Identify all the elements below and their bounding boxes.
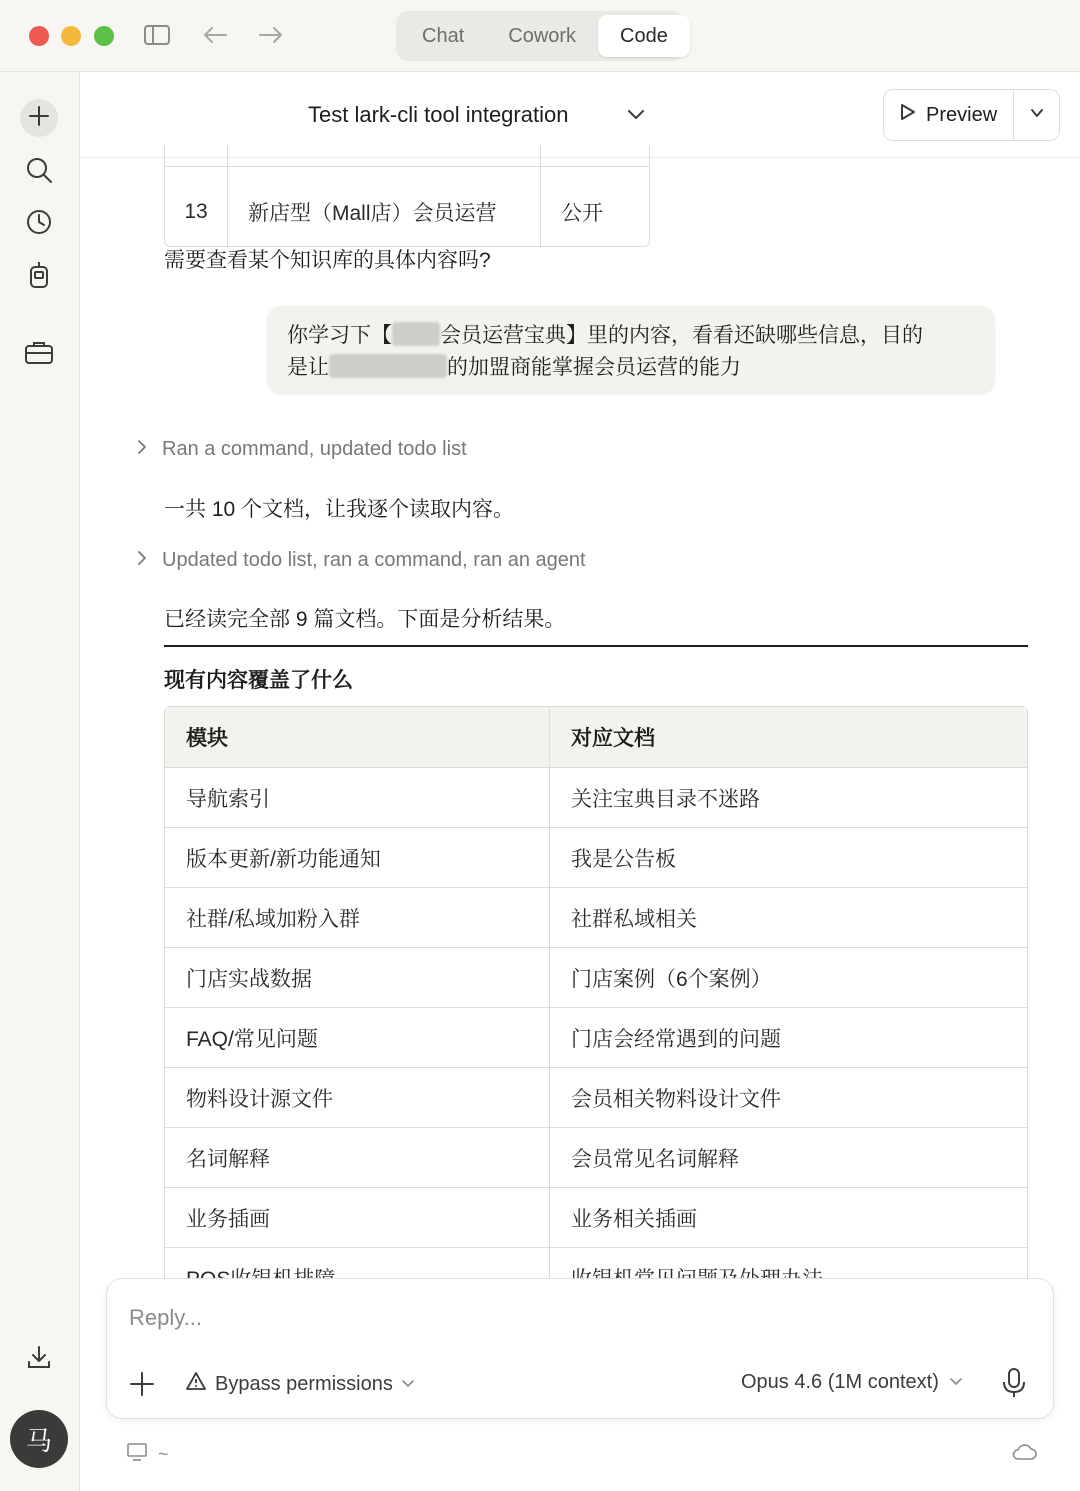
chevron-down-icon [949, 1371, 963, 1394]
table-row [165, 166, 649, 246]
table-cell: 版本更新/新功能通知 [165, 828, 550, 887]
permissions-dropdown[interactable] [185, 1371, 415, 1397]
clock-icon [25, 208, 53, 241]
tool-summary-label: Ran a command, updated todo list [162, 438, 467, 460]
model-label: Opus 4.6 (1M context) [741, 1371, 939, 1393]
table-cell: 社群/私域加粉入群 [165, 888, 550, 947]
user-avatar[interactable]: 马 [10, 1410, 68, 1468]
user-message-text: 的加盟商能掌握会员运营的能力 [447, 356, 741, 379]
preview-control [883, 89, 1060, 141]
table-row [165, 1067, 1027, 1127]
table-cell: 业务相关插画 [571, 1207, 697, 1231]
table-cell: FAQ/常见问题 [165, 1008, 550, 1067]
chevron-down-icon [401, 1373, 415, 1396]
table-cell: 门店实战数据 [165, 948, 550, 1007]
close-window-button[interactable] [29, 26, 49, 46]
cloud-icon[interactable] [1010, 1441, 1038, 1468]
user-message-text: 你学习下【 [287, 324, 392, 347]
chevron-right-icon [136, 438, 148, 461]
download-icon [26, 1344, 52, 1375]
chevron-down-icon[interactable] [626, 104, 646, 129]
message-list [80, 158, 1080, 1278]
tool-summary-collapsible[interactable] [136, 438, 467, 461]
download-button[interactable] [20, 1340, 58, 1378]
monitor-icon [126, 1442, 148, 1467]
tool-summary-collapsible[interactable] [136, 549, 586, 572]
user-message-text: 会员运营宝典】里的内容，看看还缺哪些信息，目的 [440, 324, 923, 347]
tab-cowork[interactable]: Cowork [508, 25, 577, 47]
table-cell: 物料设计源文件 [165, 1068, 550, 1127]
table-row [165, 1127, 1027, 1187]
conversation-title[interactable]: Test lark-cli tool integration [308, 102, 569, 127]
plus-icon [28, 105, 50, 132]
table-row [165, 1187, 1027, 1247]
redacted-text [392, 322, 440, 346]
preview-dropdown-button[interactable] [1014, 105, 1059, 126]
user-message-text: 是让 [287, 356, 329, 379]
section-heading: 现有内容覆盖了什么 [164, 669, 353, 692]
reply-input[interactable] [129, 1301, 1009, 1335]
model-selector[interactable] [741, 1371, 963, 1394]
forward-arrow-icon[interactable] [256, 20, 286, 50]
search-icon [25, 156, 53, 189]
table-cell: 新店型（Mall店）会员运营 [228, 167, 541, 246]
previous-table [164, 146, 650, 247]
history-button[interactable] [20, 205, 58, 243]
sidebar-toggle-icon[interactable] [142, 20, 172, 50]
table-cell: 会员常见名词解释 [571, 1147, 739, 1171]
robot-icon [27, 260, 51, 295]
toolbox-icon [24, 339, 54, 370]
table-cell: 公开 [561, 201, 603, 225]
tools-button[interactable] [20, 335, 58, 373]
mode-switcher [396, 11, 684, 61]
preview-label: Preview [926, 103, 998, 126]
preview-button[interactable] [884, 90, 1014, 140]
agent-button[interactable] [20, 258, 58, 296]
back-arrow-icon[interactable] [200, 20, 230, 50]
table-cell: 13 [165, 167, 228, 246]
tab-chat[interactable]: Chat [422, 25, 465, 47]
play-icon [900, 103, 916, 127]
chevron-down-icon [1029, 105, 1045, 126]
warning-icon [185, 1371, 207, 1397]
table-cell: 导航索引 [165, 768, 550, 827]
table-header-row [165, 707, 1027, 767]
environment-indicator[interactable] [126, 1442, 169, 1467]
table-cell: 业务插画 [165, 1188, 550, 1247]
new-session-button[interactable] [20, 99, 58, 137]
table-cell: 关注宝典目录不迷路 [571, 787, 760, 811]
zoom-window-button[interactable] [94, 26, 114, 46]
assistant-message: 已经读完全部 9 篇文档。下面是分析结果。 [164, 608, 566, 631]
column-header: 模块 [165, 707, 550, 767]
permissions-label: Bypass permissions [215, 1372, 393, 1395]
table-cell: 会员相关物料设计文件 [571, 1087, 781, 1111]
table-row [165, 947, 1027, 1007]
table-row [165, 887, 1027, 947]
table-row [165, 827, 1027, 887]
table-cell: 社群私域相关 [571, 907, 697, 931]
table-cell: 名词解释 [165, 1128, 550, 1187]
table-row [165, 146, 649, 166]
minimize-window-button[interactable] [61, 26, 81, 46]
column-header: 对应文档 [571, 727, 655, 750]
chevron-right-icon [136, 549, 148, 572]
table-cell: 门店案例（6个案例） [571, 967, 772, 991]
table-cell: 门店会经常遇到的问题 [571, 1027, 781, 1051]
tool-summary-label: Updated todo list, ran a command, ran an agent [162, 549, 586, 571]
assistant-message: 需要查看某个知识库的具体内容吗? [164, 249, 491, 272]
assistant-message: 一共 10 个文档，让我逐个读取内容。 [164, 498, 515, 521]
sidebar [0, 72, 80, 1491]
coverage-table [164, 706, 1028, 1308]
redacted-text [329, 354, 447, 378]
user-message-bubble [267, 306, 995, 394]
working-directory: ~ [158, 1444, 169, 1464]
table-row [165, 767, 1027, 827]
tab-code[interactable]: Code [598, 15, 690, 57]
table-row [165, 1007, 1027, 1067]
title-bar [0, 0, 1080, 72]
horizontal-rule [164, 645, 1028, 647]
microphone-icon[interactable] [1001, 1367, 1027, 1404]
search-button[interactable] [20, 153, 58, 191]
table-cell: 我是公告板 [571, 847, 676, 871]
attach-plus-icon[interactable] [129, 1371, 155, 1402]
composer [106, 1278, 1054, 1419]
